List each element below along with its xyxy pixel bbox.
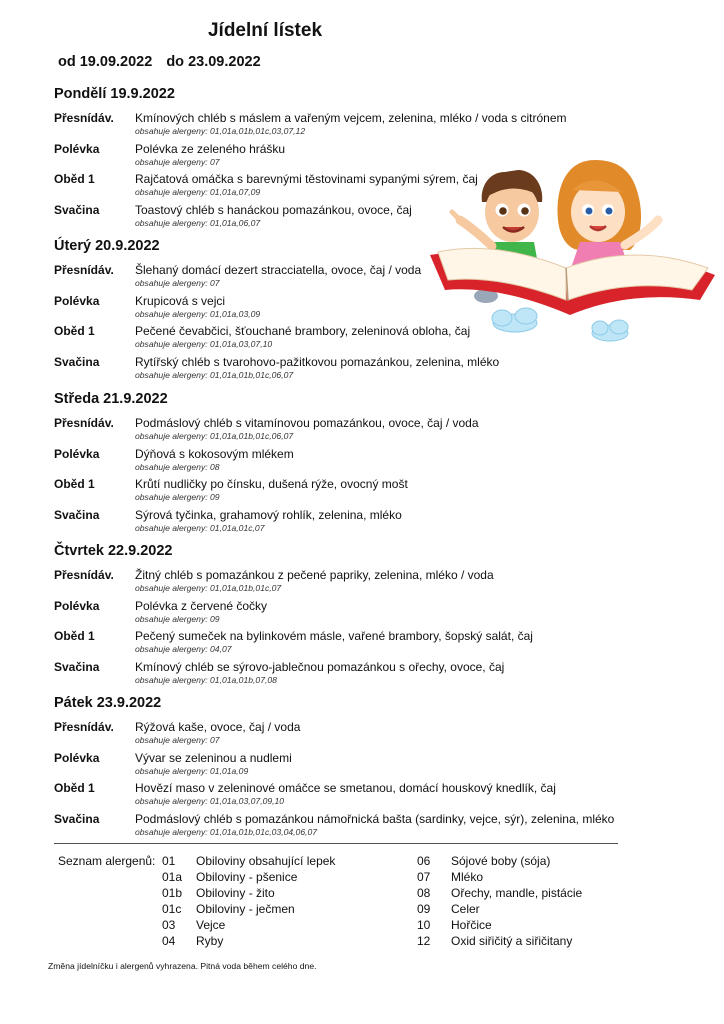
allergen-code: 07 (417, 870, 431, 884)
meal-allergens: obsahuje alergeny: 01,01a,07,09 (135, 187, 261, 197)
meal-label: Polévka (54, 446, 100, 461)
meal-description: Podmáslový chléb s vitamínovou pomazánkou, ovoce, čaj / voda (135, 416, 479, 430)
meal-description: Dýňová s kokosovým mlékem (135, 446, 294, 461)
meal-allergens: obsahuje alergeny: 01,01a,03,07,10 (135, 339, 273, 349)
meal-label: Polévka (54, 141, 100, 156)
allergen-code: 01a (162, 870, 183, 884)
day-title: Čtvrtek 22.9.2022 (54, 543, 173, 559)
meal-description: Hovězí maso v zeleninové omáčce se smetanou, domácí houskový knedlík, čaj (135, 781, 556, 795)
meal-description: Polévka z červené čočky (135, 598, 268, 613)
allergen-name: Obiloviny - pšenice (196, 870, 298, 884)
red-book (430, 248, 715, 315)
meal-row (54, 751, 654, 782)
meal-label: Přesnídáv. (54, 111, 114, 125)
meal-label: Přesnídáv. (54, 568, 114, 582)
day-title: Středa 21.9.2022 (54, 391, 168, 407)
meal-label: Přesnídáv. (54, 263, 114, 277)
meal-allergens: obsahuje alergeny: 01,01a,01b,01c,03,04,06,07 (135, 826, 318, 837)
meal-description: Vývar se zeleninou a nudlemi (135, 750, 292, 765)
meal-label: Svačina (54, 354, 100, 369)
meal-label: Svačina (54, 659, 100, 674)
allergen-code: 06 (417, 854, 431, 868)
meal-description: Sýrová tyčinka, grahamový rohlík, zelenina, mléko (135, 507, 402, 522)
date-to: do 23.09.2022 (166, 54, 261, 70)
allergen-name: Ryby (196, 934, 224, 948)
meal-allergens: obsahuje alergeny: 01,01a,01b,01c,06,07 (135, 369, 294, 380)
allergen-code: 01 (162, 854, 176, 868)
day-section-wednesday (54, 391, 654, 538)
allergen-name: Celer (451, 902, 480, 916)
meal-description: Kmínových chléb s máslem a vařeným vejcem, zelenina, mléko / voda s citrónem (135, 111, 567, 125)
girl-figure (557, 160, 658, 265)
date-range (58, 54, 261, 70)
day-title: Úterý 20.9.2022 (54, 238, 160, 254)
meal-allergens: obsahuje alergeny: 01,01a,01c,07 (135, 522, 265, 533)
meal-allergens: obsahuje alergeny: 07 (135, 156, 220, 167)
meal-description: Žitný chléb s pomazánkou z pečené papriky, zelenina, mléko / voda (135, 568, 494, 582)
meal-row (54, 812, 654, 843)
day-title: Pondělí 19.9.2022 (54, 86, 175, 102)
meal-row (54, 447, 654, 478)
meal-label: Oběd 1 (54, 172, 95, 186)
meal-row (54, 355, 654, 386)
allergen-name: Oxid siřičitý a siřičitany (451, 934, 573, 948)
meal-description: Šlehaný domácí dezert stracciatella, ovoce, čaj / voda (135, 263, 422, 277)
meal-row (54, 568, 654, 599)
meal-allergens: obsahuje alergeny: 01,01a,06,07 (135, 217, 261, 228)
meal-label: Polévka (54, 598, 100, 613)
meal-label: Oběd 1 (54, 781, 95, 795)
day-title: Pátek 23.9.2022 (54, 695, 162, 711)
allergen-list-label: Seznam alergenů: (58, 854, 156, 868)
meal-description: Toastový chléb s hanáckou pomazánkou, ovoce, čaj (135, 202, 412, 217)
meal-row (54, 477, 654, 508)
meal-allergens: obsahuje alergeny: 01,01a,03,07,09,10 (135, 796, 285, 806)
day-section-friday (54, 695, 654, 842)
meal-row (54, 599, 654, 630)
meal-allergens: obsahuje alergeny: 01,01a,03,09 (135, 308, 261, 319)
meal-description: Rajčatová omáčka s barevnými těstovinami sypanými sýrem, čaj (135, 172, 478, 186)
meal-row (54, 660, 654, 691)
allergen-code: 04 (162, 934, 176, 948)
meal-label: Polévka (54, 750, 100, 765)
allergen-name: Hořčice (451, 918, 492, 932)
footnote: Změna jídelníčku i alergenů vyhrazena. Pitná voda během celého dne. (48, 961, 317, 971)
meal-allergens: obsahuje alergeny: 01,01a,01b,01c,06,07 (135, 431, 294, 441)
meal-allergens: obsahuje alergeny: 07 (135, 735, 220, 745)
meal-allergens: obsahuje alergeny: 08 (135, 461, 220, 472)
meal-label: Oběd 1 (54, 629, 95, 643)
meal-label: Polévka (54, 293, 100, 308)
allergen-code: 08 (417, 886, 431, 900)
meal-row (54, 416, 654, 447)
meal-label: Oběd 1 (54, 477, 95, 491)
allergen-code: 01b (162, 886, 183, 900)
allergen-name: Sójové boby (sója) (451, 854, 551, 868)
meal-allergens: obsahuje alergeny: 01,01a,01b,07,08 (135, 674, 277, 685)
meal-allergens: obsahuje alergeny: 09 (135, 492, 220, 502)
allergen-code: 12 (417, 934, 431, 948)
meal-allergens: obsahuje alergeny: 09 (135, 613, 220, 624)
allergen-code: 03 (162, 918, 176, 932)
allergen-name: Mléko (451, 870, 484, 884)
meal-description: Pečené čevabčici, šťouchané brambory, zeleninová obloha, čaj (135, 324, 471, 338)
date-from: od 19.09.2022 (58, 54, 153, 70)
meal-allergens: obsahuje alergeny: 07 (135, 278, 220, 288)
meal-label: Přesnídáv. (54, 416, 114, 430)
meal-allergens: obsahuje alergeny: 04,07 (135, 644, 232, 654)
meal-description: Rytířský chléb s tvarohovo-pažitkovou pomazánkou, zelenina, mléko (135, 354, 500, 369)
meal-description: Pečený sumeček na bylinkovém másle, vařené brambory, šopský salát, čaj (135, 629, 533, 643)
allergen-name: Obiloviny - ječmen (196, 902, 295, 916)
allergen-name: Obiloviny - žito (196, 886, 275, 900)
meal-description: Podmáslový chléb s pomazánkou námořnická bašta (sardinky, vejce, sýr), zelenina, mléko (135, 811, 615, 826)
meal-description: Kmínový chléb se sýrovo-jablečnou pomazánkou s ořechy, ovoce, čaj (135, 659, 505, 674)
cloud-icon (492, 308, 628, 341)
legend-divider (54, 843, 618, 844)
meal-allergens: obsahuje alergeny: 01,01a,01b,01c,03,07,12 (135, 126, 306, 136)
page-title: Jídelní lístek (207, 20, 323, 41)
meal-row (54, 629, 654, 660)
allergen-code: 09 (417, 902, 431, 916)
allergen-name: Ořechy, mandle, pistácie (451, 886, 583, 900)
kids-on-book-illustration (430, 150, 720, 350)
meal-row (54, 781, 654, 812)
meal-description: Polévka ze zeleného hrášku (135, 141, 286, 156)
day-section-thursday (54, 543, 654, 690)
meal-label: Přesnídáv. (54, 720, 114, 734)
meal-allergens: obsahuje alergeny: 01,01a,09 (135, 765, 249, 776)
meal-label: Svačina (54, 811, 100, 826)
meal-allergens: obsahuje alergeny: 01,01a,01b,01c,07 (135, 583, 282, 593)
allergen-code: 10 (417, 918, 431, 932)
meal-row (54, 508, 654, 539)
allergen-name: Obiloviny obsahující lepek (196, 854, 336, 868)
meal-label: Svačina (54, 202, 100, 217)
allergen-code: 01c (162, 902, 182, 916)
meal-label: Oběd 1 (54, 324, 95, 338)
meal-description: Krupicová s vejci (135, 293, 226, 308)
meal-row (54, 111, 654, 142)
allergen-name: Vejce (196, 918, 226, 932)
meal-label: Svačina (54, 507, 100, 522)
meal-description: Krůtí nudličky po čínsku, dušená rýže, ovocný mošt (135, 477, 408, 491)
meal-description: Rýžová kaše, ovoce, čaj / voda (135, 720, 301, 734)
meal-row (54, 720, 654, 751)
